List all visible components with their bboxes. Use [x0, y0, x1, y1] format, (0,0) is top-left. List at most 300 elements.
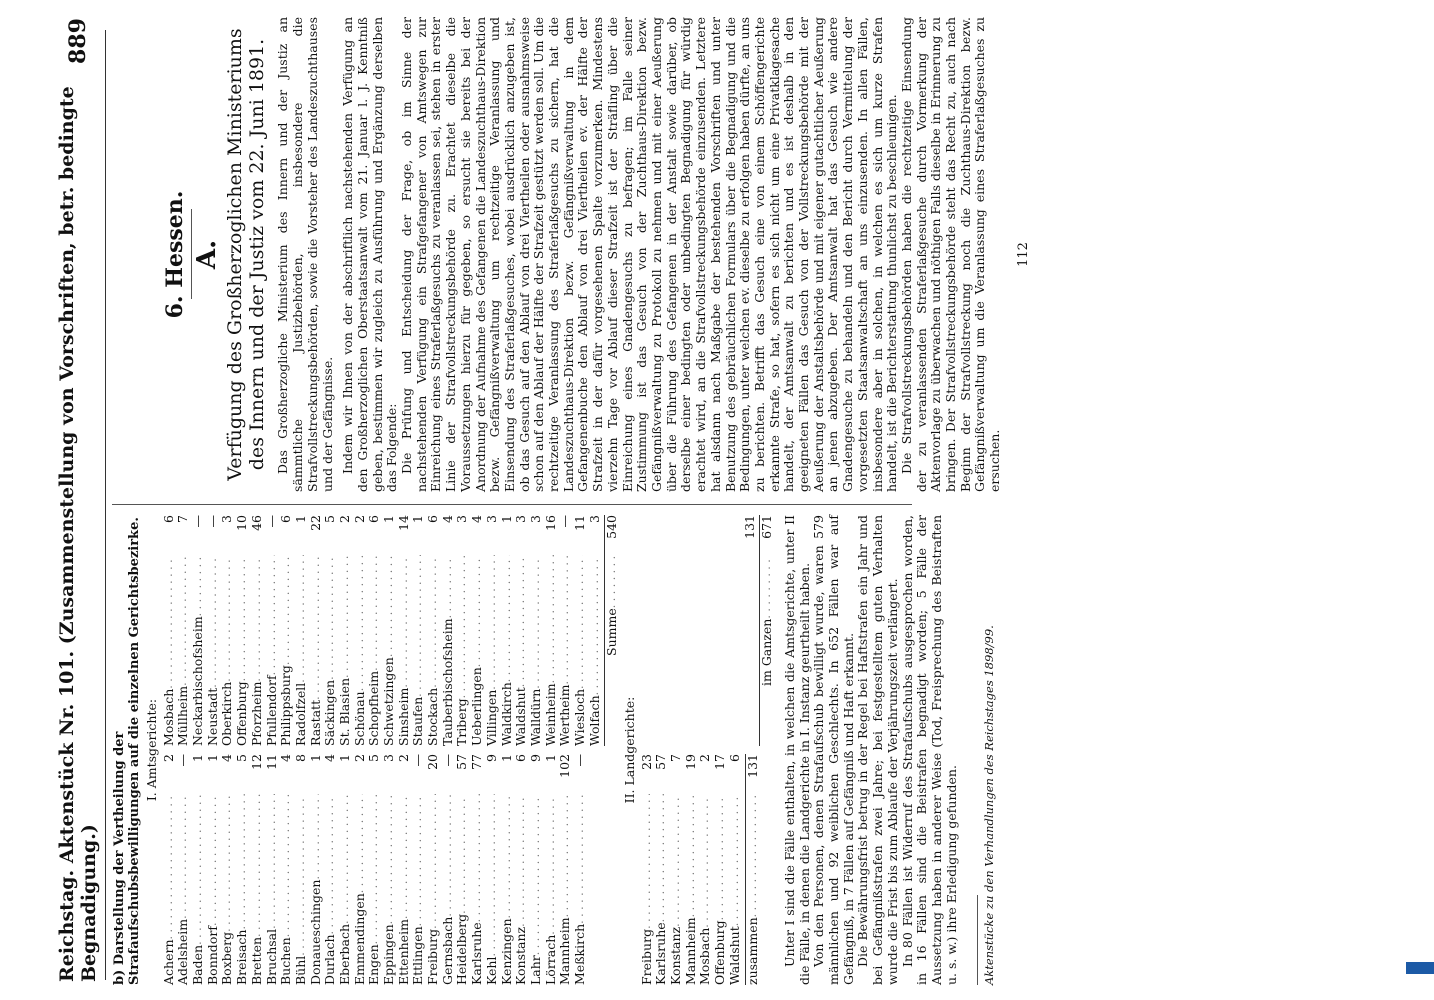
court-name: Durlach — [322, 934, 338, 985]
case-count: 7 — [668, 754, 684, 762]
im-ganzen-row — [759, 515, 775, 746]
table-row — [500, 754, 515, 985]
case-count: 6 — [513, 754, 529, 762]
amts-col-1 — [162, 754, 603, 985]
amts-table — [162, 515, 603, 985]
case-count: — — [439, 754, 455, 767]
leader-dots — [367, 794, 382, 944]
leader-dots — [728, 794, 743, 926]
case-count: 2 — [336, 515, 352, 523]
leader-dots — [500, 555, 515, 682]
court-name: Eberbach — [336, 923, 352, 985]
case-count: 1 — [336, 754, 352, 762]
court-name: Wiesloch — [571, 688, 587, 746]
table-row — [220, 754, 235, 985]
case-count: 22 — [307, 515, 323, 531]
zusammen-row — [746, 754, 761, 985]
table-row — [176, 515, 191, 746]
dfg-badge — [1406, 962, 1434, 974]
case-count: 9 — [483, 754, 499, 762]
court-name: Offenburg — [712, 920, 728, 985]
table-row — [206, 754, 221, 985]
court-name: Boxberg — [219, 931, 235, 985]
table-row — [573, 515, 588, 746]
land-table — [640, 754, 743, 985]
court-name: Pforzheim — [248, 681, 264, 746]
page-number: 889 — [65, 18, 91, 64]
leader-dots — [294, 794, 309, 956]
table-row — [514, 754, 529, 985]
leader-dots — [250, 794, 265, 937]
case-count: — — [175, 754, 191, 767]
table-row — [162, 754, 177, 985]
case-count: 57 — [454, 754, 470, 770]
column-divider — [112, 504, 912, 505]
leader-dots — [470, 555, 485, 667]
leader-dots — [698, 794, 713, 928]
leader-dots — [558, 794, 573, 917]
court-name: Ettlingen — [410, 926, 426, 985]
case-count: 16 — [542, 515, 558, 531]
sum-value: 540 — [604, 515, 620, 539]
court-name: Eppingen — [381, 924, 397, 985]
case-count: 1 — [381, 515, 397, 523]
leader-dots — [265, 794, 280, 929]
header-title: Reichstag. Aktenstück Nr. 101. (Zusammenstellung von Vorschriften, betr. bedingte Begnadigung.) — [56, 86, 100, 982]
court-name: Schönau — [351, 691, 367, 746]
table-row — [713, 754, 728, 985]
left-paragraph: In 80 Fällen ist Widerruf des Strafaufschubs ausgesprochen worden, in 16 Fällen sind die Beistrafen begnadigt worden; 5 Fälle der Aussetzung haben in anderer Weise (Tod, Freisprechung des Beistraften u. s. w.) ihre Erledigung gefunden. — [899, 515, 959, 985]
case-count: 2 — [351, 515, 367, 523]
leader-dots — [397, 794, 412, 919]
case-count: 4 — [439, 515, 455, 523]
digitization-credit — [1412, 20, 1434, 980]
court-name: Waldkirch — [498, 682, 514, 746]
table-row — [191, 515, 206, 746]
table-row — [411, 515, 426, 746]
court-name: Staufen — [410, 696, 426, 746]
court-name: Freiburg — [638, 928, 654, 985]
leader-dots — [654, 794, 669, 922]
case-count: 3 — [527, 515, 543, 523]
court-name: Pfullendorf — [263, 675, 279, 746]
court-name: Kenzingen — [498, 918, 514, 985]
table-row — [220, 515, 235, 746]
court-name: Wolfach — [586, 695, 602, 746]
leader-dots — [573, 555, 588, 689]
court-name: Neustadt — [204, 687, 220, 746]
leader-dots — [514, 794, 529, 927]
table-row — [250, 515, 265, 746]
table-row — [279, 754, 294, 985]
court-name: Mosbach — [697, 927, 713, 985]
court-name: Stockach — [425, 687, 441, 746]
zusammen-label: zusammen — [744, 917, 760, 985]
leader-dots — [191, 794, 206, 945]
leader-dots — [235, 794, 250, 930]
sum-row — [605, 515, 620, 746]
leader-dots — [558, 555, 573, 684]
section-letter: A. — [191, 239, 222, 270]
footnote: Aktenstücke zu den Verhandlungen des Reichstages 1898/99. — [982, 625, 997, 985]
case-count: 1 — [292, 515, 308, 523]
leader-dots — [176, 555, 191, 686]
case-count: 102 — [557, 754, 573, 778]
case-count: 1 — [190, 754, 206, 762]
leader-dots — [669, 794, 684, 927]
table-row — [441, 754, 456, 985]
carry-value: 131 — [741, 515, 757, 539]
court-name: Tauberbischofsheim — [439, 618, 455, 746]
table-row — [397, 754, 412, 985]
decree-title: Verfügung des Großherzoglichen Ministeriums des Innern und der Justiz vom 22. Juni 1891. — [224, 28, 269, 481]
court-name: Lörrach — [542, 934, 558, 985]
leader-dots — [367, 555, 382, 671]
leader-dots — [529, 555, 544, 689]
leader-dots — [441, 794, 456, 917]
leader-dots — [441, 555, 456, 618]
leader-dots — [323, 555, 338, 680]
table-row — [206, 515, 221, 746]
leader-dots — [500, 794, 515, 918]
court-name: Gernsbach — [439, 916, 455, 985]
case-count: 3 — [219, 515, 235, 523]
leader-dots — [470, 794, 485, 922]
table-row — [426, 754, 441, 985]
court-name: Lahr — [527, 955, 543, 985]
case-count: — — [190, 515, 206, 528]
leader-dots — [176, 794, 191, 919]
leader-dots — [353, 555, 368, 691]
case-count: 10 — [234, 515, 250, 531]
right-paragraph: Indem wir Ihnen von der abschriftlich nachstehenden Verfügung an den Großherzoglichen Oberstaatsanwalt vom 21. Januar l. J. Kenntniß geben, bestimmen wir zugleich zu Ausführung und Ergänzung derselben das Folgende: — [340, 17, 400, 492]
table-row — [353, 754, 368, 985]
table-row — [455, 754, 470, 985]
case-count: 6 — [160, 515, 176, 523]
leader-dots — [250, 555, 265, 682]
leader-dots — [338, 555, 353, 678]
court-name: Ueberlingen — [469, 667, 485, 746]
case-count: 3 — [381, 754, 397, 762]
table-row — [323, 515, 338, 746]
court-name: Weinheim — [542, 683, 558, 746]
leader-dots — [294, 555, 309, 683]
table-row — [265, 515, 280, 746]
table-row — [338, 515, 353, 746]
court-name: Bühl — [292, 955, 308, 985]
right-column — [112, 17, 1032, 492]
leader-dots — [485, 555, 500, 690]
page-bottom-number: 112 — [1015, 242, 1031, 267]
table-row — [309, 754, 324, 985]
table-row — [529, 754, 544, 985]
table-row — [544, 515, 559, 746]
case-count: 5 — [234, 754, 250, 762]
case-count: 4 — [278, 754, 294, 762]
leader-dots — [514, 555, 529, 687]
case-count: 2 — [697, 754, 713, 762]
case-count: 5 — [322, 515, 338, 523]
court-name: Baden — [190, 944, 206, 985]
left-paragraph: Die Bewährungsfrist betrug in der Regel bei Haftstrafen ein Jahr und bei Gefängnißstrafen zwei Jahre; bei festgestelltem guten Verhalten wurde die Frist bis zum Ablaufe der Verjährungszeit verlängert. — [855, 515, 900, 985]
table-row — [470, 754, 485, 985]
court-name: Mannheim — [557, 917, 573, 985]
case-count: 1 — [410, 515, 426, 523]
leader-dots — [713, 794, 728, 920]
table-row — [294, 754, 309, 985]
table-row — [176, 754, 191, 985]
court-name: Radolfzell — [292, 682, 308, 746]
im-ganzen-value: 671 — [759, 515, 775, 539]
header-rule — [105, 30, 106, 980]
decree-intro: Das Großherzogliche Ministerium des Innern und der Justiz an sämmtliche Justizbehörden, insbesondere die Strafvollstreckungsbehörden, sowie die Vorsteher des Landeszuchthauses und der Gefängnisse. — [275, 17, 335, 492]
leader-dots — [455, 555, 470, 698]
court-name: Bruchsal — [263, 928, 279, 985]
leader-dots — [455, 794, 470, 914]
court-name: Donaueschingen — [307, 879, 323, 985]
court-name: Kehl — [483, 956, 499, 985]
court-name: Müllheim — [175, 685, 191, 746]
case-count: 6 — [278, 515, 294, 523]
page-header — [58, 18, 98, 982]
sum-label: Summe — [604, 608, 620, 656]
land-heading: II. Landgerichte: — [622, 696, 638, 804]
court-name: Waldshut — [726, 926, 742, 985]
case-count: 12 — [248, 754, 264, 770]
case-count: 1 — [498, 754, 514, 762]
case-count: — — [410, 754, 426, 767]
court-name: Mosbach — [160, 688, 176, 746]
table-row — [485, 515, 500, 746]
case-count: 11 — [263, 754, 279, 770]
leader-dots — [353, 794, 368, 893]
court-name: Achern — [160, 939, 176, 985]
court-name: St. Blasien — [336, 677, 352, 746]
leader-dots — [220, 794, 235, 932]
table-row — [485, 754, 500, 985]
leader-dots — [220, 555, 235, 682]
case-count: 6 — [726, 754, 742, 762]
case-count: 46 — [248, 515, 264, 531]
table-row — [250, 754, 265, 985]
table-row — [294, 515, 309, 746]
case-count: — — [204, 515, 220, 528]
leader-dots — [397, 555, 412, 688]
court-name: Ettenheim — [395, 919, 411, 985]
case-count: 20 — [425, 754, 441, 770]
section-heading: 6. Hessen. — [162, 190, 188, 319]
amts-heading: I. Amtsgerichte: — [144, 698, 159, 802]
case-count: 6 — [425, 515, 441, 523]
leader-dots — [323, 794, 338, 934]
table-title: b) Darstellung der Vertheilung der Strafaufschubsbewilligungen auf die einzelnen Gerichtsbezirke. — [112, 517, 142, 985]
court-name: Triberg — [454, 698, 470, 746]
case-count: 11 — [571, 515, 587, 531]
left-paragraph: Von den Personen, denen Strafaufschub bewilligt wurde, waren 579 männlichen und 92 weiblichen Geschlechts. In 652 Fällen war auf Gefängniß, in 7 Fällen auf Gefängniß und Haft erkannt. — [811, 515, 856, 985]
leader-dots — [279, 555, 294, 665]
court-name: Schopfheim — [366, 670, 382, 746]
case-count: 57 — [653, 754, 669, 770]
court-name: Oberkirch — [219, 681, 235, 746]
table-row — [279, 515, 294, 746]
table-row — [265, 754, 280, 985]
case-count: 4 — [469, 515, 485, 523]
court-name: Bonndorf — [204, 926, 220, 985]
footnote-rule — [977, 895, 978, 985]
case-count: 3 — [513, 515, 529, 523]
case-count: 6 — [366, 515, 382, 523]
table-row — [529, 515, 544, 746]
leader-dots — [206, 555, 221, 688]
case-count: 2 — [160, 754, 176, 762]
table-row — [162, 515, 177, 746]
leader-dots — [338, 794, 353, 924]
table-row — [426, 515, 441, 746]
zusammen-value: 131 — [744, 754, 760, 778]
leader-dots — [162, 794, 177, 939]
table-row — [441, 515, 456, 746]
table-row — [309, 515, 324, 746]
case-count: 3 — [454, 515, 470, 523]
table-row — [684, 754, 699, 985]
leader-dots — [411, 555, 426, 697]
court-name: Villingen — [483, 689, 499, 746]
court-name: Mannheim — [682, 917, 698, 985]
leader-dots — [544, 794, 559, 935]
case-count: 2 — [395, 754, 411, 762]
case-count: 1 — [542, 754, 558, 762]
case-count: — — [557, 515, 573, 528]
table-row — [338, 754, 353, 985]
table-row — [323, 754, 338, 985]
case-count: 1 — [204, 754, 220, 762]
im-ganzen-label: im Ganzen — [759, 618, 775, 686]
case-count: 23 — [638, 754, 654, 770]
court-name: Wertheim — [557, 684, 573, 746]
case-count: 7 — [175, 515, 191, 523]
case-count: 4 — [219, 754, 235, 762]
court-name: Engen — [366, 944, 382, 985]
case-count: 17 — [712, 754, 728, 770]
court-name: Sinsheim — [395, 687, 411, 746]
court-name: Rastatt — [307, 699, 323, 746]
court-name: Karlsruhe — [653, 922, 669, 985]
leader-dots — [382, 555, 397, 657]
table-row — [397, 515, 412, 746]
leader-dots — [309, 555, 324, 700]
table-row — [455, 515, 470, 746]
table-row — [191, 754, 206, 985]
leader-dots — [309, 794, 324, 880]
case-count: — — [571, 754, 587, 767]
table-row — [235, 754, 250, 985]
table-row — [558, 515, 573, 746]
table-row — [654, 754, 669, 985]
table-row — [573, 754, 588, 985]
case-count: 19 — [682, 754, 698, 770]
table-row — [382, 754, 397, 985]
left-column — [112, 515, 997, 985]
case-count: 4 — [322, 754, 338, 762]
leader-dots — [382, 794, 397, 924]
court-name: Freiburg — [425, 928, 441, 985]
table-row — [367, 515, 382, 746]
table-row — [500, 515, 515, 746]
court-name: Schwetzingen — [381, 657, 397, 746]
case-count: 3 — [483, 515, 499, 523]
case-count: 2 — [351, 754, 367, 762]
table-row — [382, 515, 397, 746]
left-paragraph: Unter I sind die Fälle enthalten, in welchen die Amtsgerichte, unter II die Fälle, in denen die Landgerichte in I. Instanz geurtheilt haben. — [781, 515, 812, 985]
court-name: Buchen — [278, 937, 294, 985]
court-name: Konstanz — [513, 926, 529, 985]
table-row — [588, 515, 603, 746]
leader-dots — [485, 794, 500, 957]
leader-dots — [162, 555, 177, 689]
case-count: 14 — [395, 515, 411, 531]
case-count: 1 — [307, 754, 323, 762]
leader-dots — [206, 794, 221, 926]
table-row — [558, 754, 573, 985]
leader-dots — [684, 794, 699, 917]
court-name: Bretten — [248, 936, 264, 985]
table-row — [470, 515, 485, 746]
table-row — [514, 515, 529, 746]
court-name: Adelsheim — [175, 918, 191, 985]
court-name: Emmendingen — [351, 893, 367, 985]
court-name: Konstanz — [668, 926, 684, 985]
table-row — [544, 754, 559, 985]
case-count: 8 — [292, 754, 308, 762]
table-row — [235, 515, 250, 746]
leader-dots — [588, 555, 603, 695]
leader-dots — [426, 794, 441, 929]
court-name: Säckingen — [322, 679, 338, 746]
leader-dots — [411, 794, 426, 926]
table-row — [728, 754, 743, 985]
table-row — [411, 754, 426, 985]
court-name: Breisach — [234, 929, 250, 985]
case-count: 5 — [366, 754, 382, 762]
leader-dots — [279, 794, 294, 937]
case-count: — — [263, 515, 279, 528]
case-count: 9 — [527, 754, 543, 762]
leader-dots — [640, 794, 655, 929]
table-row — [367, 754, 382, 985]
case-count: 77 — [469, 754, 485, 770]
court-name: Heidelberg — [454, 913, 470, 985]
leader-dots — [191, 555, 206, 616]
court-name: Meßkirch — [571, 923, 587, 985]
court-name: Philippsburg — [278, 665, 294, 746]
court-name: Offenburg — [234, 681, 250, 746]
case-count: 1 — [498, 515, 514, 523]
case-count: 3 — [586, 515, 602, 523]
court-name: Walldürn — [527, 688, 543, 746]
table-row — [640, 754, 655, 985]
table-row — [353, 515, 368, 746]
amts-col-2 — [162, 515, 603, 746]
leader-dots — [426, 555, 441, 688]
right-paragraph: Die Strafvollstreckungsbehörden haben die rechtzeitige Einsendung der zu veranlassenden Straferlaßgesuche durch Vormerkung der Aktenvorlage zu überwachen und nöthigen Falls dieselbe in Erinnerung zu bringen. Der Strafvollstreckungsbehörde steht das Recht zu, auch nach Beginn der Strafvollstreckung noch die Zuchthaus-Direktion bezw. Gefängnißverwaltung um die Veranlassung eines Straferlaßgesuches zu ersuchen. — [898, 17, 1003, 492]
court-name: Waldshut — [513, 687, 529, 746]
court-name: Neckarbischofsheim — [190, 616, 206, 746]
leader-dots — [573, 794, 588, 924]
leader-dots — [235, 555, 250, 681]
leader-dots — [529, 794, 544, 955]
right-paragraph: Die Prüfung und Entscheidung der Frage, ob im Sinne der nachstehenden Verfügung ein Strafgefangener von Amtswegen zur Einreichung eines Straferlaßgesuchs zu veranlassen sei, stehen in erster Linie der Strafvollstreckungsbehörde zu. Erachtet dieselbe die Voraussetzungen hierzu für gegeben, so ersucht sie bereits bei der Anordnung der Aufnahme des Gefangenen die Landeszuchthaus-Direktion bezw. Gefängnißverwaltung um rechtzeitige Veranlassung und Einsendung des Straferlaßgesuches, wobei ausdrücklich anzugeben ist, ob das Gesuch auf den Ablauf von drei Viertheilen oder ausnahmsweise schon auf den Ablauf der Hälfte der Strafzeit gestützt werden soll. Um die rechtzeitige Veranlassung des Straferlaßgesuchs zu sichern, hat die Landeszuchthaus-Direktion bezw. Gefängnißverwaltung in dem Gefangenenbuche den Ablauf von drei Viertheilen ev. der Hälfte der Strafzeit in der dafür vorgesehenen Spalte vorzumerken. Mindestens vierzehn Tage vor Ablauf dieser Strafzeit ist der Sträfling über die Einreichung eines Gnadengesuchs zu befragen; im Falle seiner Zustimmung ist das Gesuch von der Zuchthaus-Direktion bezw. Gefängnißverwaltung zu Protokoll zu nehmen und mit einer Aeußerung über die Führung des Gefangenen in der Anstalt sowie darüber, ob derselbe einer bedingten oder unbedingten Begnadigung für würdig erachtet wird, an die Strafvollstreckungsbehörde einzusenden. Letztere hat alsdann nach Maßgabe der bestehenden Vorschriften und unter Benutzung des gebräuchlichen Formulars über die Begnadigung und die Bedingungen, unter welchen ev. dieselbe zu erfolgen haben dürfte, an uns zu berichten. Betrifft das Gesuch eine von einem Schöffengerichte erkannte Strafe, so hat, sofern es sich nicht um eine Privatklagesache handelt, der Amtsanwalt zu berichten und es ist deshalb in den geeigneten Fällen das Gesuch von der Vollstreckungsbehörde mit der Aeußerung der Anstaltsbehörde und mit eigener gutachtlicher Aeußerung an jenen abzugeben. Der Amtsanwalt hat das Gesuch wie andere Gnadengesuche zu behandeln und den Bericht durch Vermittelung der vorgesetzten Staatsanwaltschaft an uns einzusenden. In allen Fällen, insbesondere aber in solchen, in welchen es sich um kurze Strafen handelt, ist die Berichterstattung thunlichst zu beschleunigen. — [399, 17, 900, 492]
table-row — [669, 754, 684, 985]
